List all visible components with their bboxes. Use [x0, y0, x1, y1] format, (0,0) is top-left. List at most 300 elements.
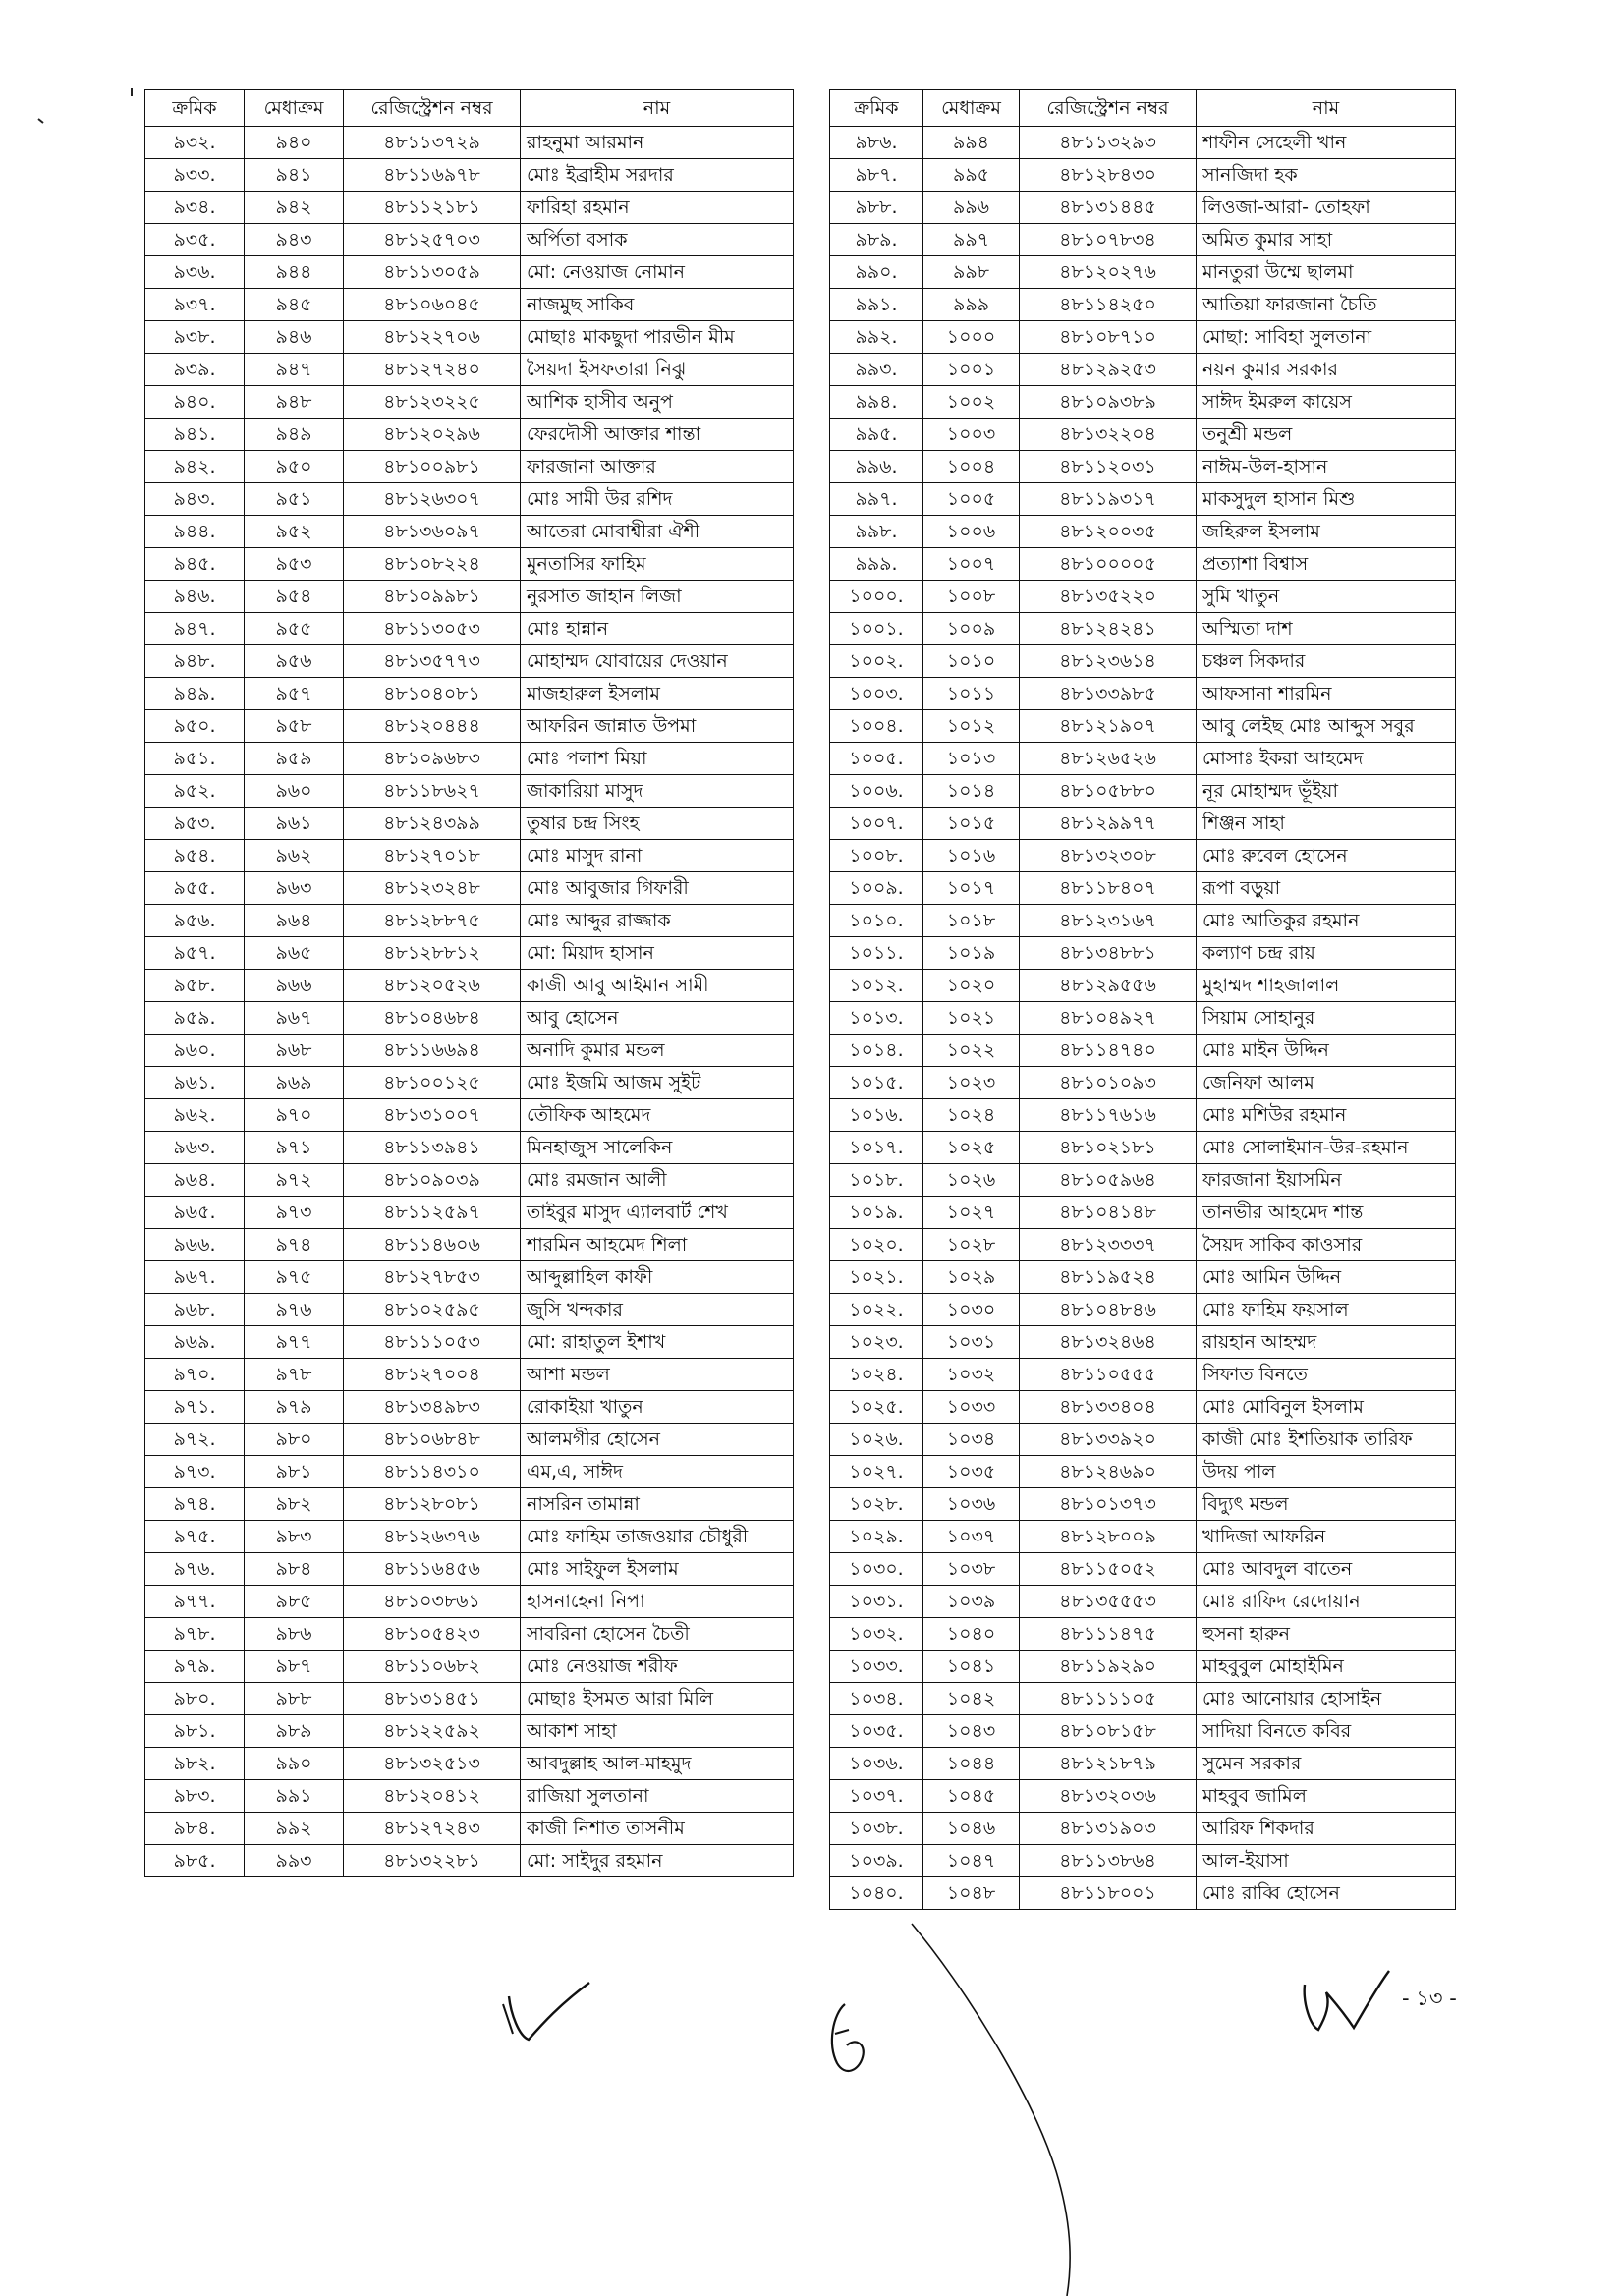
table-row — [145, 1651, 794, 1683]
cell-name: কাজী আবু আইমান সামী — [521, 970, 794, 1002]
cell-name: সৈয়দ সাকিব কাওসার — [1197, 1229, 1456, 1261]
cell-registration: ৪৮১১৪৩১০ — [344, 1456, 521, 1488]
cell-serial: ১০৩৮. — [830, 1813, 923, 1845]
cell-serial: ৯৩২. — [145, 127, 245, 159]
cell-serial: ৯৫৮. — [145, 970, 245, 1002]
cell-registration: ৪৮১১৬৯৭৮ — [344, 159, 521, 192]
cell-merit: ৯৫৪ — [245, 581, 344, 613]
cell-name: খাদিজা আফরিন — [1197, 1521, 1456, 1553]
cell-name: রোকাইয়া খাতুন — [521, 1391, 794, 1424]
col-header-merit: মেধাক্রম — [245, 90, 344, 127]
cell-serial: ৯৪৫. — [145, 548, 245, 581]
cell-registration: ৪৮১০৩৮৬১ — [344, 1586, 521, 1618]
table-row — [145, 1067, 794, 1099]
cell-registration: ৪৮১২৮৪৩০ — [1020, 159, 1197, 192]
cell-registration: ৪৮১০০১২৫ — [344, 1067, 521, 1099]
cell-serial: ১০০৭. — [830, 808, 923, 840]
table-row — [830, 224, 1456, 256]
cell-serial: ১০২৯. — [830, 1521, 923, 1553]
table-row — [830, 905, 1456, 937]
cell-name: আশিক হাসীব অনুপ — [521, 386, 794, 419]
cell-name: নূর মোহাম্মদ ভূঁইয়া — [1197, 775, 1456, 808]
cell-registration: ৪৮১৩৫৫৫৩ — [1020, 1586, 1197, 1618]
table-row — [145, 840, 794, 872]
cell-name: কাজী নিশাত তাসনীম — [521, 1813, 794, 1845]
table-row — [830, 1813, 1456, 1845]
cell-name: মোঃ মাইন উদ্দিন — [1197, 1035, 1456, 1067]
cell-serial: ১০০৩. — [830, 678, 923, 710]
cell-merit: ১০১৮ — [923, 905, 1020, 937]
cell-serial: ৯৫২. — [145, 775, 245, 808]
cell-name: আব্দুল্লাহিল কাফী — [521, 1261, 794, 1294]
cell-merit: ১০০৪ — [923, 451, 1020, 483]
cell-name: রায়হান আহম্মদ — [1197, 1326, 1456, 1359]
cell-serial: ৯৫০. — [145, 710, 245, 743]
cell-serial: ১০৩৬. — [830, 1748, 923, 1780]
cell-merit: ৯৮৩ — [245, 1521, 344, 1553]
cell-serial: ৯৩৬. — [145, 256, 245, 289]
cell-name: মোঃ রাব্বি হোসেন — [1197, 1877, 1456, 1910]
cell-merit: ১০১৫ — [923, 808, 1020, 840]
cell-name: নাসরিন তামান্না — [521, 1488, 794, 1521]
cell-registration: ৪৮১৩৩৪০৪ — [1020, 1391, 1197, 1424]
cell-serial: ৯৯৪. — [830, 386, 923, 419]
cell-registration: ৪৮১১১১০৫ — [1020, 1683, 1197, 1715]
cell-serial: ৯৫৩. — [145, 808, 245, 840]
cell-registration: ৪৮১০৮১৫৮ — [1020, 1715, 1197, 1748]
cell-serial: ৯৩৮. — [145, 321, 245, 354]
cell-serial: ১০২৩. — [830, 1326, 923, 1359]
cell-registration: ৪৮১২৯৫৫৬ — [1020, 970, 1197, 1002]
cell-registration: ৪৮১৩২৩০৮ — [1020, 840, 1197, 872]
cell-registration: ৪৮১৩৩৯২০ — [1020, 1424, 1197, 1456]
cell-registration: ৪৮১২৩১৬৭ — [1020, 905, 1197, 937]
cell-name: মোঃ সামী উর রশিদ — [521, 483, 794, 516]
cell-serial: ৯৯৩. — [830, 354, 923, 386]
cell-registration: ৪৮১২০০৩৫ — [1020, 516, 1197, 548]
cell-serial: ১০১৫. — [830, 1067, 923, 1099]
table-row — [145, 256, 794, 289]
cell-serial: ১০২৬. — [830, 1424, 923, 1456]
cell-merit: ১০১১ — [923, 678, 1020, 710]
cell-serial: ৯৮০. — [145, 1683, 245, 1715]
cell-merit: ৯৮৮ — [245, 1683, 344, 1715]
cell-serial: ১০০০. — [830, 581, 923, 613]
table-row — [145, 1845, 794, 1877]
cell-registration: ৪৮১৩৩৯৮৫ — [1020, 678, 1197, 710]
cell-serial: ১০৩১. — [830, 1586, 923, 1618]
cell-name: রূপা বড়ুয়া — [1197, 872, 1456, 905]
table-row — [830, 419, 1456, 451]
cell-merit: ৯৪১ — [245, 159, 344, 192]
cell-registration: ৪৮১২৪৩৯৯ — [344, 808, 521, 840]
cell-merit: ১০০৫ — [923, 483, 1020, 516]
cell-registration: ৪৮১২৭২৪০ — [344, 354, 521, 386]
cell-name: মোঃ আব্দুর রাজ্জাক — [521, 905, 794, 937]
cell-serial: ৯৪২. — [145, 451, 245, 483]
table-row — [830, 1618, 1456, 1651]
table-row — [145, 1261, 794, 1294]
col-header-serial: ক্রমিক — [145, 90, 245, 127]
cell-merit: ১০২০ — [923, 970, 1020, 1002]
cell-merit: ৯৯০ — [245, 1748, 344, 1780]
cell-registration: ৪৮১২৯২৫৩ — [1020, 354, 1197, 386]
cell-serial: ১০০২. — [830, 645, 923, 678]
cell-name: শারমিন আহমেদ শিলা — [521, 1229, 794, 1261]
cell-merit: ৯৯৬ — [923, 192, 1020, 224]
cell-name: মোঃ রুবেল হোসেন — [1197, 840, 1456, 872]
cell-merit: ৯৭৮ — [245, 1359, 344, 1391]
cell-serial: ৯৭৮. — [145, 1618, 245, 1651]
cell-registration: ৪৮১১৭৬১৬ — [1020, 1099, 1197, 1132]
cell-registration: ৪৮১২৭৮৫৩ — [344, 1261, 521, 1294]
table-row — [145, 581, 794, 613]
cell-name: তনুশ্রী মন্ডল — [1197, 419, 1456, 451]
cell-merit: ১০১২ — [923, 710, 1020, 743]
cell-serial: ১০০৪. — [830, 710, 923, 743]
cell-registration: ৪৮১২৪৬৯০ — [1020, 1456, 1197, 1488]
table-row — [145, 1813, 794, 1845]
cell-registration: ৪৮১২১৮৭৯ — [1020, 1748, 1197, 1780]
cell-merit: ৯৬০ — [245, 775, 344, 808]
cell-merit: ১০০২ — [923, 386, 1020, 419]
table-header-row — [830, 90, 1456, 127]
table-row — [145, 905, 794, 937]
cell-name: সাবরিনা হোসেন চৈতী — [521, 1618, 794, 1651]
cell-serial: ১০১৯. — [830, 1197, 923, 1229]
cell-registration: ৪৮১২২৫৯২ — [344, 1715, 521, 1748]
table-row — [830, 775, 1456, 808]
cell-merit: ৯৯৫ — [923, 159, 1020, 192]
cell-serial: ১০৩৩. — [830, 1651, 923, 1683]
table-row — [145, 743, 794, 775]
cell-registration: ৪৮১২৩২৪৮ — [344, 872, 521, 905]
cell-registration: ৪৮১২০২৯৬ — [344, 419, 521, 451]
cell-name: মোঃ ফাহিম ফয়সাল — [1197, 1294, 1456, 1326]
cell-merit: ৯৯১ — [245, 1780, 344, 1813]
cell-registration: ৪৮১১৮৬২৭ — [344, 775, 521, 808]
cell-merit: ৯৬৬ — [245, 970, 344, 1002]
cell-name: মোঃ রমজান আলী — [521, 1164, 794, 1197]
table-body-left — [145, 127, 794, 1877]
table-row — [830, 1553, 1456, 1586]
signature-middle — [815, 1994, 884, 2083]
table-row — [145, 127, 794, 159]
cell-merit: ১০০০ — [923, 321, 1020, 354]
col-header-merit: মেধাক্রম — [923, 90, 1020, 127]
cell-registration: ৪৮১০৪৬৮৪ — [344, 1002, 521, 1035]
cell-serial: ৯৮৩. — [145, 1780, 245, 1813]
cell-registration: ৪৮১১১৪৭৫ — [1020, 1618, 1197, 1651]
cell-merit: ১০২৮ — [923, 1229, 1020, 1261]
cell-registration: ৪৮১০৪০৮১ — [344, 678, 521, 710]
cell-serial: ৯৯৫. — [830, 419, 923, 451]
table-row — [830, 710, 1456, 743]
table-row — [145, 937, 794, 970]
cell-registration: ৪৮১০০৯৮১ — [344, 451, 521, 483]
table-row — [145, 1618, 794, 1651]
cell-merit: ১০৪৭ — [923, 1845, 1020, 1877]
cell-registration: ৪৮১২৮৮১২ — [344, 937, 521, 970]
cell-name: জেনিফা আলম — [1197, 1067, 1456, 1099]
margin-dot-mark — [35, 114, 55, 134]
cell-name: জাকারিয়া মাসুদ — [521, 775, 794, 808]
table-row — [830, 1132, 1456, 1164]
table-row — [145, 1780, 794, 1813]
cell-name: সিফাত বিনতে — [1197, 1359, 1456, 1391]
cell-merit: ১০১৭ — [923, 872, 1020, 905]
table-row — [145, 1424, 794, 1456]
table-row — [145, 1553, 794, 1586]
table-row — [830, 1035, 1456, 1067]
cell-registration: ৪৮১১২০৩১ — [1020, 451, 1197, 483]
cell-registration: ৪৮১০৫৯৬৪ — [1020, 1164, 1197, 1197]
cell-serial: ৯৪৩. — [145, 483, 245, 516]
table-row — [145, 808, 794, 840]
cell-serial: ৯৬৩. — [145, 1132, 245, 1164]
cell-merit: ৯৪০ — [245, 127, 344, 159]
cell-merit: ১০৩৭ — [923, 1521, 1020, 1553]
cell-registration: ৪৮১০৯৯৮১ — [344, 581, 521, 613]
cell-serial: ১০৩৭. — [830, 1780, 923, 1813]
cell-name: অমিত কুমার সাহা — [1197, 224, 1456, 256]
cell-merit: ১০৩২ — [923, 1359, 1020, 1391]
cell-merit: ১০১৪ — [923, 775, 1020, 808]
table-row — [145, 872, 794, 905]
cell-name: অনাদি কুমার মন্ডল — [521, 1035, 794, 1067]
cell-merit: ৯৬১ — [245, 808, 344, 840]
cell-name: সিয়াম সোহানুর — [1197, 1002, 1456, 1035]
cell-serial: ১০৩৪. — [830, 1683, 923, 1715]
page-number: - ১৩ - — [1402, 1987, 1457, 2010]
table-row — [830, 743, 1456, 775]
cell-merit: ৯৮৪ — [245, 1553, 344, 1586]
cell-registration: ৪৮১১৩০৫৯ — [344, 256, 521, 289]
cell-name: আকাশ সাহা — [521, 1715, 794, 1748]
cell-serial: ১০১৪. — [830, 1035, 923, 1067]
cell-merit: ৯৯৮ — [923, 256, 1020, 289]
table-row — [830, 1521, 1456, 1553]
table-row — [145, 483, 794, 516]
cell-serial: ৯৫৬. — [145, 905, 245, 937]
cell-merit: ১০২৭ — [923, 1197, 1020, 1229]
cell-name: নুরসাত জাহান লিজা — [521, 581, 794, 613]
cell-name: মোঃ হান্নান — [521, 613, 794, 645]
table-row — [830, 159, 1456, 192]
cell-merit: ৯৫৯ — [245, 743, 344, 775]
col-header-name: নাম — [521, 90, 794, 127]
cell-merit: ১০৪২ — [923, 1683, 1020, 1715]
cell-registration: ৪৮১৩১৯০৩ — [1020, 1813, 1197, 1845]
cell-serial: ১০১৭. — [830, 1132, 923, 1164]
cell-name: রাজিয়া সুলতানা — [521, 1780, 794, 1813]
cell-serial: ৯৭৫. — [145, 1521, 245, 1553]
cell-serial: ১০১১. — [830, 937, 923, 970]
table-row — [145, 1586, 794, 1618]
cell-name: এম,এ, সাঈদ — [521, 1456, 794, 1488]
cell-registration: ৪৮১০৪৯২৭ — [1020, 1002, 1197, 1035]
cell-registration: ৪৮১২৬৩০৭ — [344, 483, 521, 516]
table-row — [145, 678, 794, 710]
cell-registration: ৪৮১০৮২২৪ — [344, 548, 521, 581]
cell-registration: ৪৮১১৬৬৯৪ — [344, 1035, 521, 1067]
cell-merit: ১০০৩ — [923, 419, 1020, 451]
cell-name: মোঃ আনোয়ার হোসাইন — [1197, 1683, 1456, 1715]
table-row — [830, 645, 1456, 678]
cell-registration: ৪৮১১৪৬০৬ — [344, 1229, 521, 1261]
cell-registration: ৪৮১০৪১৪৮ — [1020, 1197, 1197, 1229]
cell-merit: ৯৭৩ — [245, 1197, 344, 1229]
cell-registration: ৪৮১৩৫২২০ — [1020, 581, 1197, 613]
cell-serial: ১০১২. — [830, 970, 923, 1002]
cell-registration: ৪৮১১৮৪০৭ — [1020, 872, 1197, 905]
cell-name: মাহবুব জামিল — [1197, 1780, 1456, 1813]
table-row — [145, 645, 794, 678]
cell-name: মানতুরা উম্মে ছালমা — [1197, 256, 1456, 289]
cell-name: ফারিহা রহমান — [521, 192, 794, 224]
cell-name: হুসনা হারুন — [1197, 1618, 1456, 1651]
cell-merit: ৯৯৯ — [923, 289, 1020, 321]
cell-serial: ১০১৮. — [830, 1164, 923, 1197]
cell-merit: ১০৪৪ — [923, 1748, 1020, 1780]
cell-registration: ৪৮১১১০৫৩ — [344, 1326, 521, 1359]
table-row — [145, 1748, 794, 1780]
cell-registration: ৪৮১২৬৩৭৬ — [344, 1521, 521, 1553]
cell-registration: ৪৮১১২১৮১ — [344, 192, 521, 224]
table-row — [830, 1845, 1456, 1877]
cell-registration: ৪৮১০২১৮১ — [1020, 1132, 1197, 1164]
col-header-registration: রেজিস্ট্রেশন নম্বর — [1020, 90, 1197, 127]
cell-name: মো: সাইদুর রহমান — [521, 1845, 794, 1877]
cell-serial: ৯৪৭. — [145, 613, 245, 645]
cell-serial: ৯৯৬. — [830, 451, 923, 483]
cell-registration: ৪৮১১৯৩১৭ — [1020, 483, 1197, 516]
cell-name: আতেরা মোবাশ্বীরা ঐশী — [521, 516, 794, 548]
cell-registration: ৪৮১০৯৬৮৩ — [344, 743, 521, 775]
table-row — [145, 1521, 794, 1553]
cell-serial: ১০০৮. — [830, 840, 923, 872]
table-row — [830, 256, 1456, 289]
cell-name: উদয় পাল — [1197, 1456, 1456, 1488]
cell-serial: ১০১০. — [830, 905, 923, 937]
cell-merit: ১০৩০ — [923, 1294, 1020, 1326]
cell-serial: ৯৫৫. — [145, 872, 245, 905]
cell-registration: ৪৮১৩৪৮৮১ — [1020, 937, 1197, 970]
cell-merit: ৯৯৭ — [923, 224, 1020, 256]
table-row — [830, 354, 1456, 386]
cell-merit: ৯৫০ — [245, 451, 344, 483]
cell-registration: ৪৮১০১০৯৩ — [1020, 1067, 1197, 1099]
cell-name: আফরিন জান্নাত উপমা — [521, 710, 794, 743]
cell-serial: ১০০৬. — [830, 775, 923, 808]
cell-registration: ৪৮১২৭২৪৩ — [344, 1813, 521, 1845]
table-row — [830, 1456, 1456, 1488]
cell-registration: ৪৮১২০৫২৬ — [344, 970, 521, 1002]
cell-merit: ৯৭১ — [245, 1132, 344, 1164]
cell-serial: ১০২৫. — [830, 1391, 923, 1424]
cell-serial: ৯৬৬. — [145, 1229, 245, 1261]
cell-name: চঞ্চল সিকদার — [1197, 645, 1456, 678]
table-row — [145, 321, 794, 354]
table-row — [145, 775, 794, 808]
cell-merit: ৯৬৮ — [245, 1035, 344, 1067]
cell-merit: ৯৫১ — [245, 483, 344, 516]
table-row — [830, 970, 1456, 1002]
cell-name: তৌফিক আহমেদ — [521, 1099, 794, 1132]
cell-name: সুমি খাতুন — [1197, 581, 1456, 613]
table-row — [830, 192, 1456, 224]
cell-name: আলমগীর হোসেন — [521, 1424, 794, 1456]
cell-registration: ৪৮১০৫৮৮০ — [1020, 775, 1197, 808]
cell-name: মোঃ রাফিদ রেদোয়ান — [1197, 1586, 1456, 1618]
table-row — [145, 516, 794, 548]
cell-merit: ১০০১ — [923, 354, 1020, 386]
cell-merit: ৯৭৪ — [245, 1229, 344, 1261]
cell-name: সানজিদা হক — [1197, 159, 1456, 192]
cell-serial: ১০৩৫. — [830, 1715, 923, 1748]
cell-name: অস্মিতা দাশ — [1197, 613, 1456, 645]
cell-name: আশা মন্ডল — [521, 1359, 794, 1391]
cell-name: মো: নেওয়াজ নোমান — [521, 256, 794, 289]
cell-name: শিঞ্জন সাহা — [1197, 808, 1456, 840]
cell-serial: ৯৩৭. — [145, 289, 245, 321]
table-row — [145, 354, 794, 386]
cell-merit: ৯৭০ — [245, 1099, 344, 1132]
table-row — [145, 224, 794, 256]
table-row — [830, 386, 1456, 419]
table-row — [830, 1261, 1456, 1294]
cell-registration: ৪৮১১২৫৯৭ — [344, 1197, 521, 1229]
cell-name: আতিয়া ফারজানা চৈতি — [1197, 289, 1456, 321]
cell-registration: ৪৮১২৮০০৯ — [1020, 1521, 1197, 1553]
table-row — [145, 613, 794, 645]
table-row — [145, 419, 794, 451]
cell-registration: ৪৮১১৫০৫২ — [1020, 1553, 1197, 1586]
cell-merit: ৯৮১ — [245, 1456, 344, 1488]
cell-merit: ১০৪৩ — [923, 1715, 1020, 1748]
cell-name: কল্যাণ চন্দ্র রায় — [1197, 937, 1456, 970]
cell-merit: ৯৪৫ — [245, 289, 344, 321]
cell-name: হাসনাহেনা নিপা — [521, 1586, 794, 1618]
cell-serial: ৯৮১. — [145, 1715, 245, 1748]
cell-name: মোঃ মাসুদ রানা — [521, 840, 794, 872]
table-row — [145, 1099, 794, 1132]
cell-name: ফেরদৌসী আক্তার শান্তা — [521, 419, 794, 451]
cell-registration: ৪৮১৩২২০৪ — [1020, 419, 1197, 451]
cell-merit: ৯৬৫ — [245, 937, 344, 970]
table-row — [145, 289, 794, 321]
cell-registration: ৪৮১২৬৫২৬ — [1020, 743, 1197, 775]
cell-merit: ৯৪৮ — [245, 386, 344, 419]
table-row — [830, 1748, 1456, 1780]
cell-merit: ১০৩৩ — [923, 1391, 1020, 1424]
cell-name: রাহনুমা আরমান — [521, 127, 794, 159]
cell-name: অর্পিতা বসাক — [521, 224, 794, 256]
table-row — [830, 321, 1456, 354]
cell-name: জুসি খন্দকার — [521, 1294, 794, 1326]
table-row — [145, 1391, 794, 1424]
cell-name: মোছাঃ ইসমত আরা মিলি — [521, 1683, 794, 1715]
cell-merit: ১০৩৯ — [923, 1586, 1020, 1618]
cell-registration: ৪৮১১৪২৫০ — [1020, 289, 1197, 321]
cell-serial: ৯৮২. — [145, 1748, 245, 1780]
cell-merit: ৯৬৪ — [245, 905, 344, 937]
cell-name: মোঃ আবুজার গিফারী — [521, 872, 794, 905]
table-row — [830, 581, 1456, 613]
cell-merit: ১০১০ — [923, 645, 1020, 678]
cell-merit: ১০২৪ — [923, 1099, 1020, 1132]
cell-name: আবু হোসেন — [521, 1002, 794, 1035]
